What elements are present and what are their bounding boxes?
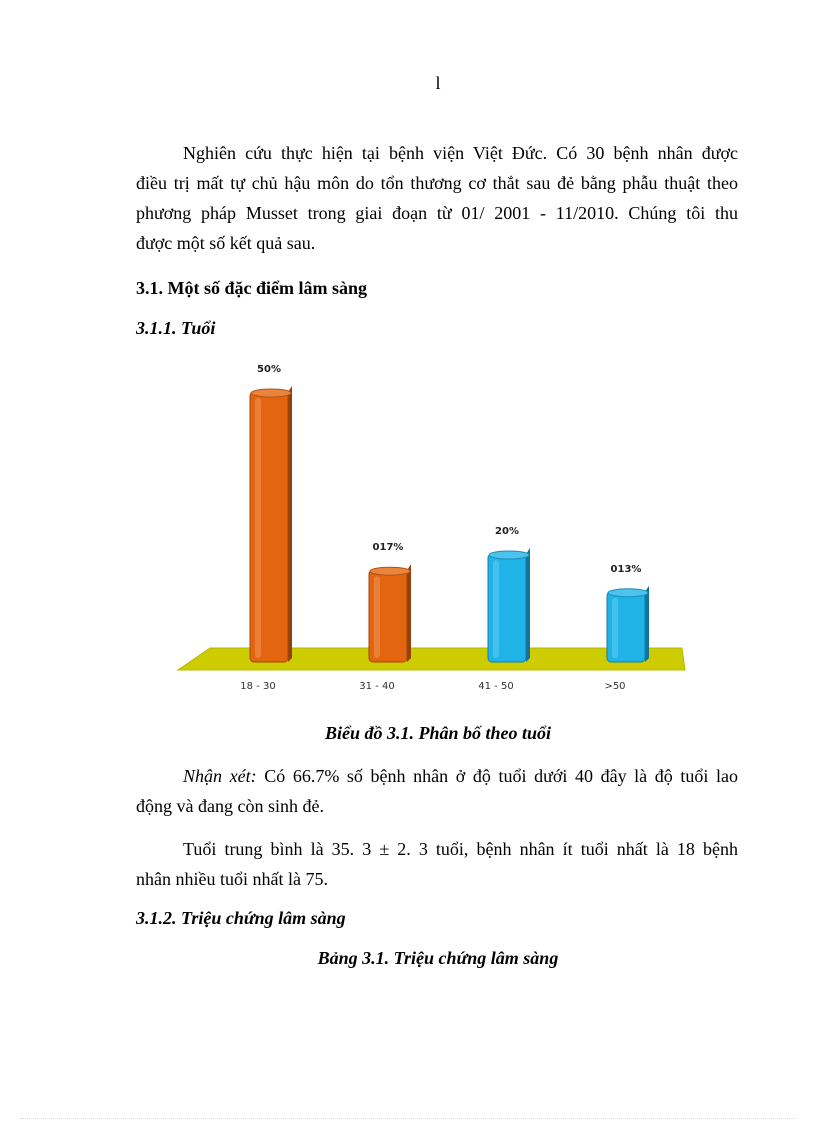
chart-category-label: 18 - 30 (240, 681, 276, 692)
intro-paragraph (136, 138, 738, 258)
subsection-heading-symptoms: 3.1.2. Triệu chứng lâm sàng (136, 908, 346, 928)
chart-bar-side (288, 386, 292, 662)
intro-line: Nghiên cứu thực hiện tại bệnh viện Việt Đức. Có 30 bệnh nhân được (183, 143, 738, 163)
table-caption: Bảng 3.1. Triệu chứng lâm sàng (317, 948, 559, 968)
section-heading: 3.1. Một số đặc điểm lâm sàng (136, 278, 367, 298)
remark-line (136, 761, 738, 791)
chart-bar-highlight (612, 598, 618, 658)
chart-data-label: 20% (495, 526, 519, 537)
chart-bar-top (370, 567, 410, 575)
chart-bar-highlight (493, 560, 499, 658)
page-number: l (435, 73, 441, 93)
intro-line: điều trị mất tự chủ hậu môn do tổn thương cơ thắt sau đẻ bằng phẫu thuật theo (136, 173, 738, 193)
figure-caption: Biểu đồ 3.1. Phân bố theo tuổi (324, 723, 552, 743)
chart-bar-top (251, 389, 291, 397)
chart-data-label: 50% (257, 364, 281, 375)
intro-line: phương pháp Musset trong giai đoạn từ 01/ 2001 - 11/2010. Chúng tôi thu (136, 203, 738, 223)
chart-category-label: >50 (604, 681, 626, 692)
age-stats-line: nhân nhiều tuổi nhất là 75. (136, 869, 328, 889)
remark-text: Có 66.7% số bệnh nhân ở độ tuổi dưới 40 đây là độ tuổi lao (256, 766, 738, 786)
subsection-heading-age: 3.1.1. Tuổi (136, 318, 216, 338)
remark-paragraph (136, 761, 738, 821)
chart-bar-highlight (255, 398, 261, 658)
chart-bar-highlight (374, 576, 380, 658)
age-distribution-chart (150, 352, 710, 702)
chart-bar-side (645, 586, 649, 662)
chart-bar-side (407, 564, 411, 662)
chart-category-label: 41 - 50 (478, 681, 514, 692)
chart-category-label: 31 - 40 (359, 681, 395, 692)
chart-data-label: 013% (610, 563, 642, 575)
chart-bar-top (489, 551, 529, 559)
chart-bar-top (608, 589, 648, 597)
chart-bar-side (526, 548, 530, 662)
remark-label: Nhận xét: (183, 766, 257, 786)
remark-line: động và đang còn sinh đẻ. (136, 796, 324, 816)
page-bottom-divider (20, 1118, 796, 1119)
intro-line: được một số kết quả sau. (136, 233, 316, 253)
chart-data-label: 017% (372, 542, 404, 554)
age-stats-paragraph (136, 834, 738, 894)
age-stats-line: Tuổi trung bình là 35. 3 ± 2. 3 tuổi, bệnh nhân ít tuổi nhất là 18 bệnh (183, 839, 738, 859)
